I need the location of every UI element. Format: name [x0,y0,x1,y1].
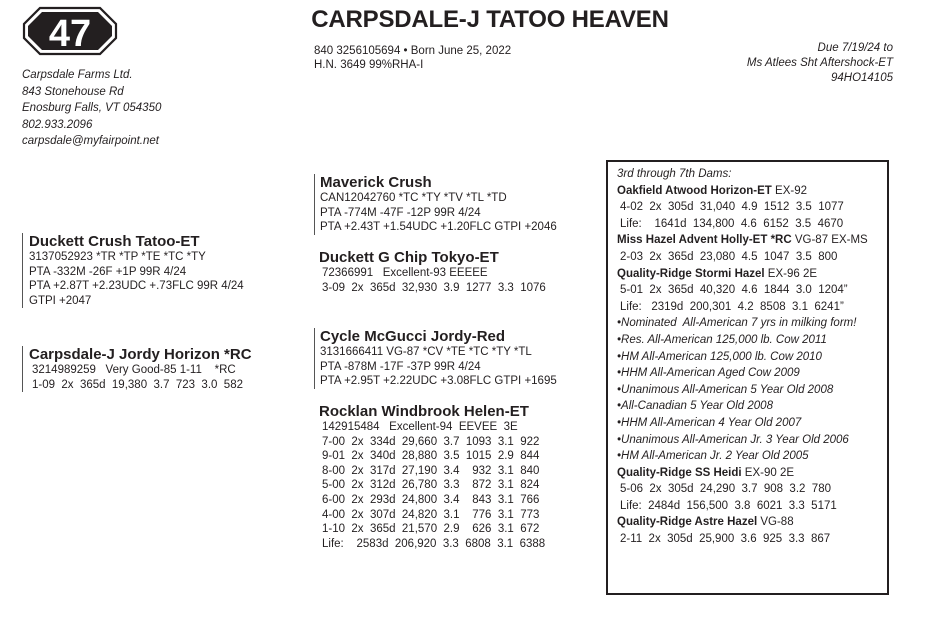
registration-line: 840 3256105694 • Born June 25, 2022 [314,45,512,57]
lot-number-badge [22,6,118,56]
consignor-name: Carpsdale Farms Ltd. [22,69,133,81]
award-note: •HHM All-American Aged Cow 2009 [617,367,800,380]
award-note: •HHM All-American 4 Year Old 2007 [617,416,802,429]
dam-dam-record: 1-10 2x 365d 21,570 2.9 626 3.1 672 [322,523,540,536]
dams-box [606,160,889,595]
dam-dam-lifetime: Life: 2583d 206,920 3.3 6808 3.1 6388 [322,537,546,550]
dam-line: 3214989259 Very Good-85 1-11 *RC [32,364,236,376]
dam-entry-record: 2-11 2x 305d 25,900 3.6 925 3.3 867 [620,533,831,546]
consignor-email: carpsdale@myfairpoint.net [22,135,159,147]
dam-entry-record: 2-03 2x 365d 23,080 4.5 1047 3.5 800 [620,250,838,263]
dam-dam-record: 7-00 2x 334d 29,660 3.7 1093 3.1 922 [322,435,540,448]
sire-sire-line: PTA -774M -47F -12P 99R 4/24 [320,206,481,219]
sire-line: GTPI +2047 [29,294,92,307]
award-note: •Unanimous All-American Jr. 3 Year Old 2006 [617,433,849,446]
sire-sire-line: CAN12042760 *TC *TY *TV *TL *TD [320,192,507,204]
award-note: •HM All-American Jr. 2 Year Old 2005 [617,450,809,463]
sire-dam-block [319,249,546,295]
award-note: •Unanimous All-American 5 Year Old 2008 [617,383,834,396]
dam-dam-record: 5-00 2x 312d 26,780 3.3 872 3.1 824 [322,479,540,492]
dam-sire-name: Cycle McGucci Jordy-Red [320,328,506,345]
dam-entry-record: 5-01 2x 365d 40,320 4.6 1844 3.0 1204” [620,284,848,297]
dam-dam-record: 6-00 2x 293d 24,800 3.4 843 3.1 766 [322,493,540,506]
registration-info [314,44,511,72]
dam-entry-name: Oakfield Atwood Horizon-ET EX-92 [617,184,807,197]
dams-list [617,166,879,548]
sire-dam-record: 3-09 2x 365d 32,930 3.9 1277 3.3 1076 [322,281,546,294]
animal-title: CARPSDALE-J TATOO HEAVEN [311,6,669,33]
registration-line: H.N. 3649 99%RHA-I [314,59,424,71]
consignor-info [22,67,161,150]
sire-dam-line: 72366991 Excellent-93 EEEEE [322,267,488,279]
due-info [747,41,893,86]
sire-block [22,233,244,308]
dam-entry-record: Life: 2319d 200,301 4.2 8508 3.1 6241” [620,300,844,313]
dam-dam-record: 8-00 2x 317d 27,190 3.4 932 3.1 840 [322,464,540,477]
consignor-phone: 802.933.2096 [22,118,93,131]
dam-sire-line: PTA -878M -17F -37P 99R 4/24 [320,360,481,373]
sire-dam-name: Duckett G Chip Tokyo-ET [319,249,499,266]
dam-entry-name: Quality-Ridge Stormi Hazel EX-96 2E [617,267,818,280]
award-note: •All-Canadian 5 Year Old 2008 [617,400,773,413]
dams-heading: 3rd through 7th Dams: [617,168,732,180]
dam-record: 1-09 2x 365d 19,380 3.7 723 3.0 582 [32,378,243,391]
sire-sire-name: Maverick Crush [320,174,432,191]
dam-dam-name: Rocklan Windbrook Helen-ET [319,403,529,420]
consignor-city: Enosburg Falls, VT 054350 [22,102,162,114]
dam-sire-line: 3131666411 VG-87 *CV *TE *TC *TY *TL [320,346,532,358]
dam-name: Carpsdale-J Jordy Horizon *RC [29,346,252,363]
dam-entry-name: Quality-Ridge SS Heidi EX-90 2E [617,466,795,479]
due-sire-code: 94HO14105 [830,72,893,84]
dam-entry-record: 5-06 2x 305d 24,290 3.7 908 3.2 780 [620,483,831,496]
due-service-sire: Ms Atlees Sht Aftershock-ET [746,57,893,69]
award-note: •Nominated All-American 7 yrs in milking form! [617,317,857,330]
dam-dam-record: 4-00 2x 307d 24,820 3.1 776 3.1 773 [322,508,540,521]
award-note: •Res. All-American 125,000 lb. Cow 2011 [617,333,827,346]
dam-entry-name: Quality-Ridge Astre Hazel VG-88 [617,516,794,529]
due-date: Due 7/19/24 to [817,42,893,54]
dam-entry-name: Miss Hazel Advent Holly-ET *RC VG-87 EX-MS [617,234,868,247]
sire-line: 3137052923 *TR *TP *TE *TC *TY [29,251,206,263]
dam-sire-block [314,328,557,389]
sire-line: PTA -332M -26F +1P 99R 4/24 [29,265,187,278]
dam-entry-record: 4-02 2x 305d 31,040 4.9 1512 3.5 1077 [620,201,844,214]
dam-entry-record: Life: 1641d 134,800 4.6 6152 3.5 4670 [620,217,844,230]
sire-sire-line: PTA +2.43T +1.54UDC +1.20FLC GTPI +2046 [320,221,557,234]
sire-line: PTA +2.87T +2.23UDC +.73FLC 99R 4/24 [29,280,244,293]
sire-sire-block [314,174,557,235]
consignor-address: 843 Stonehouse Rd [22,85,124,98]
dam-dam-line: 142915484 Excellent-94 EEVEE 3E [322,421,518,433]
award-note: •HM All-American 125,000 lb. Cow 2010 [617,350,822,363]
dam-entry-record: Life: 2484d 156,500 3.8 6021 3.3 5171 [620,499,837,512]
dam-sire-line: PTA +2.95T +2.22UDC +3.08FLC GTPI +1695 [320,375,557,388]
lot-number: 47 [48,13,92,55]
sire-name: Duckett Crush Tatoo-ET [29,233,200,250]
dam-block [22,346,252,392]
dam-dam-record: 9-01 2x 340d 28,880 3.5 1015 2.9 844 [322,450,540,463]
dam-dam-block [319,403,545,551]
